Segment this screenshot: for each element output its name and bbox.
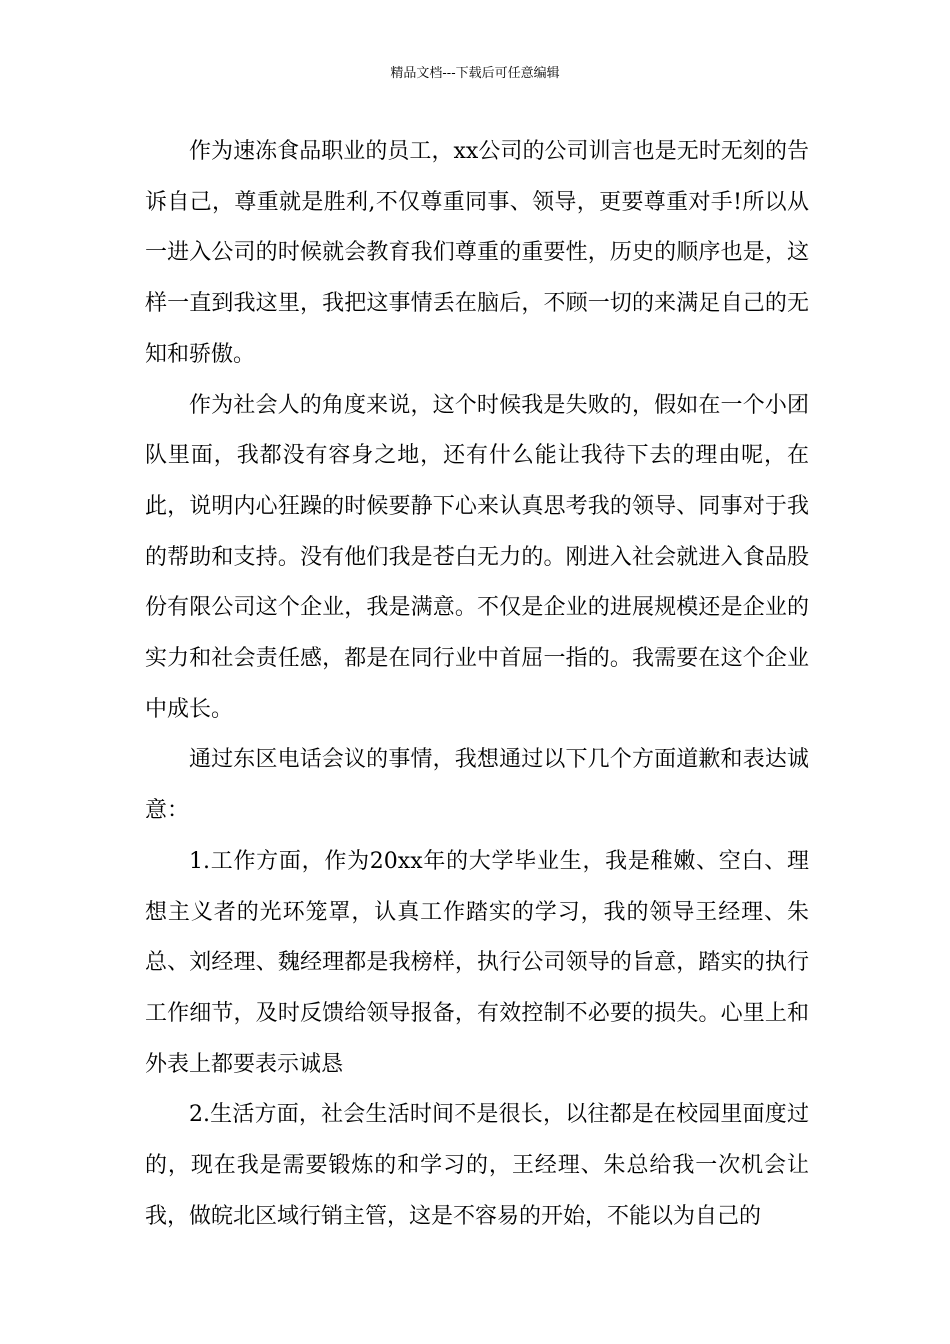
page-header: 精品文档---下载后可任意编辑 — [390, 66, 560, 81]
paragraph-respect: 作为速冻食品职业的员工，xx公司的公司训言也是无时无刻的告诉自己，尊重就是胜利,不仅尊重同事、领导，更要尊重对手!所以从一进入公司的时候就会教育我们尊重的重要性，历史的顺序也是，这样一直到我这里，我把这事情丢在脑后，不顾一切的来满足自己的无知和骄傲。 — [145, 139, 809, 367]
document-body — [145, 127, 809, 1242]
paragraph-life: 2.生活方面，社会生活时间不是很长，以往都是在校园里面度过的，现在我是需要锻炼的和学习的，王经理、朱总给我一次机会让我，做皖北区域行销主管，这是不容易的开始，不能以为自己的 — [145, 1102, 809, 1229]
paragraph-apology-intro: 通过东区电话会议的事情，我想通过以下几个方面道歉和表达诚意： — [145, 747, 809, 824]
paragraph-social-role: 作为社会人的角度来说，这个时候我是失败的，假如在一个小团队里面，我都没有容身之地，还有什么能让我待下去的理由呢，在此，说明内心狂躁的时候要静下心来认真思考我的领导、同事对于我的帮助和支持。没有他们我是苍白无力的。刚进入社会就进入食品股份有限公司这个企业，我是满意。不仅是企业的进展规模还是企业的实力和社会责任感，都是在同行业中首屈一指的。我需要在这个企业中成长。 — [145, 392, 809, 722]
paragraph-work: 1.工作方面，作为20xx年的大学毕业生，我是稚嫩、空白、理想主义者的光环笼罩，认真工作踏实的学习，我的领导王经理、朱总、刘经理、魏经理都是我榜样，执行公司领导的旨意，踏实的执行工作细节，及时反馈给领导报备，有效控制不必要的损失。心里上和外表上都要表示诚恳 — [145, 848, 809, 1077]
